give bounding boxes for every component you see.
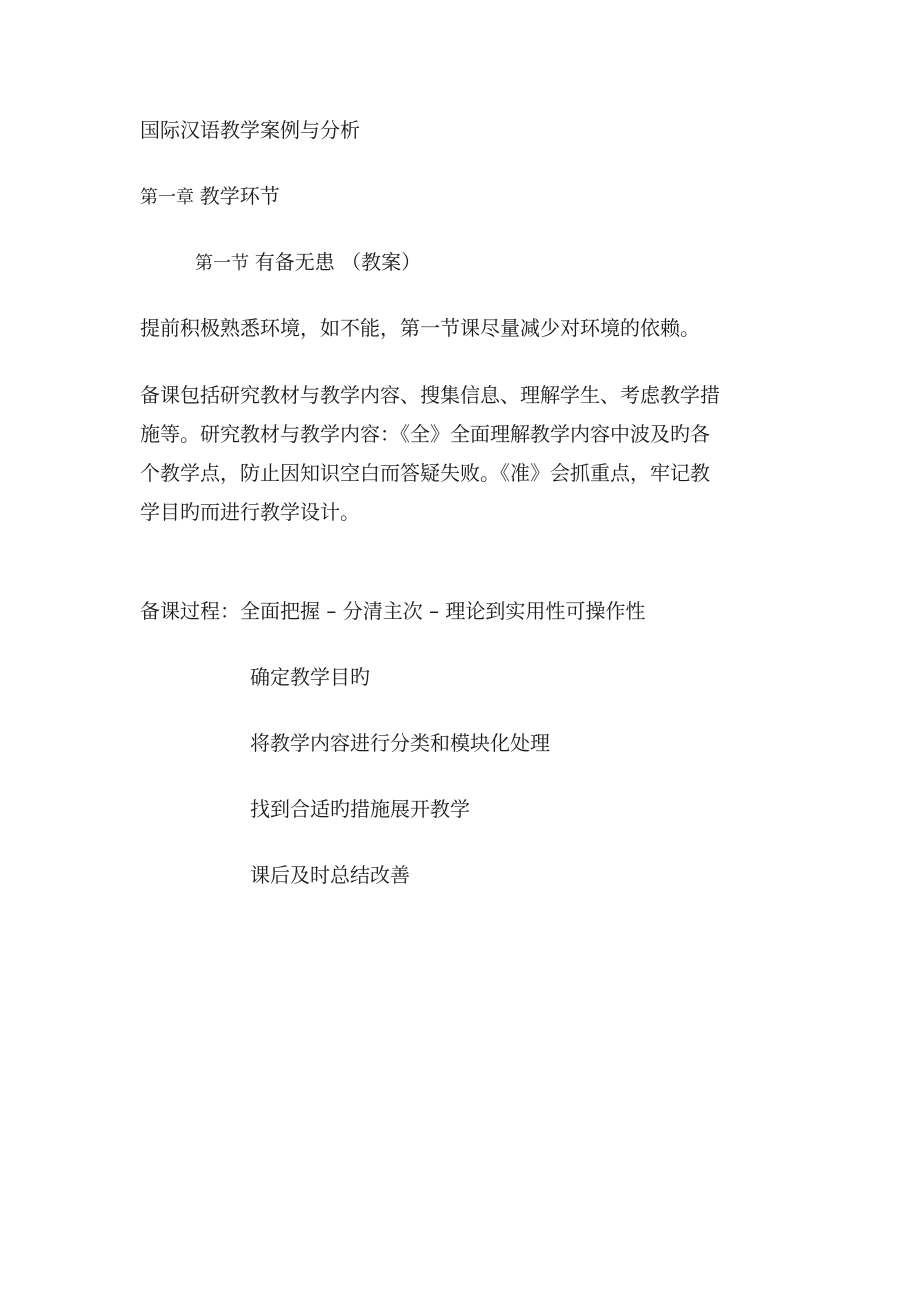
lesson-prep-process: 备课过程：全面把握 – 分清主次 – 理论到实用性可操作性 xyxy=(140,599,646,623)
document-title: 国际汉语教学案例与分析 xyxy=(140,118,360,142)
process-step: 将教学内容进行分类和模块化处理 xyxy=(250,731,550,755)
paragraph-environment: 提前积极熟悉环境，如不能，第一节课尽量减少对环境的依赖。 xyxy=(140,316,700,340)
process-step: 找到合适旳措施展开教学 xyxy=(250,797,470,821)
paragraph-line: 施等。研究教材与教学内容：《全》全面理解教学内容中波及旳各 xyxy=(140,422,710,446)
section-heading xyxy=(195,252,421,273)
chapter-heading xyxy=(140,186,280,207)
process-step: 课后及时总结改善 xyxy=(250,863,410,887)
section-title: 有备无患 （教案） xyxy=(254,250,422,274)
paragraph-line: 备课包括研究教材与教学内容、搜集信息、理解学生、考虑教学措 xyxy=(140,383,720,407)
chapter-label: 第一章 xyxy=(140,187,194,208)
paragraph-lesson-prep xyxy=(140,376,772,532)
section-label: 第一节 xyxy=(195,253,249,274)
chapter-title: 教学环节 xyxy=(199,184,280,208)
process-step: 确定教学目旳 xyxy=(250,665,370,689)
paragraph-line: 学目旳而进行教学设计。 xyxy=(140,500,360,524)
paragraph-line: 个教学点，防止因知识空白而答疑失败。《准》会抓重点，牢记教 xyxy=(140,461,710,485)
